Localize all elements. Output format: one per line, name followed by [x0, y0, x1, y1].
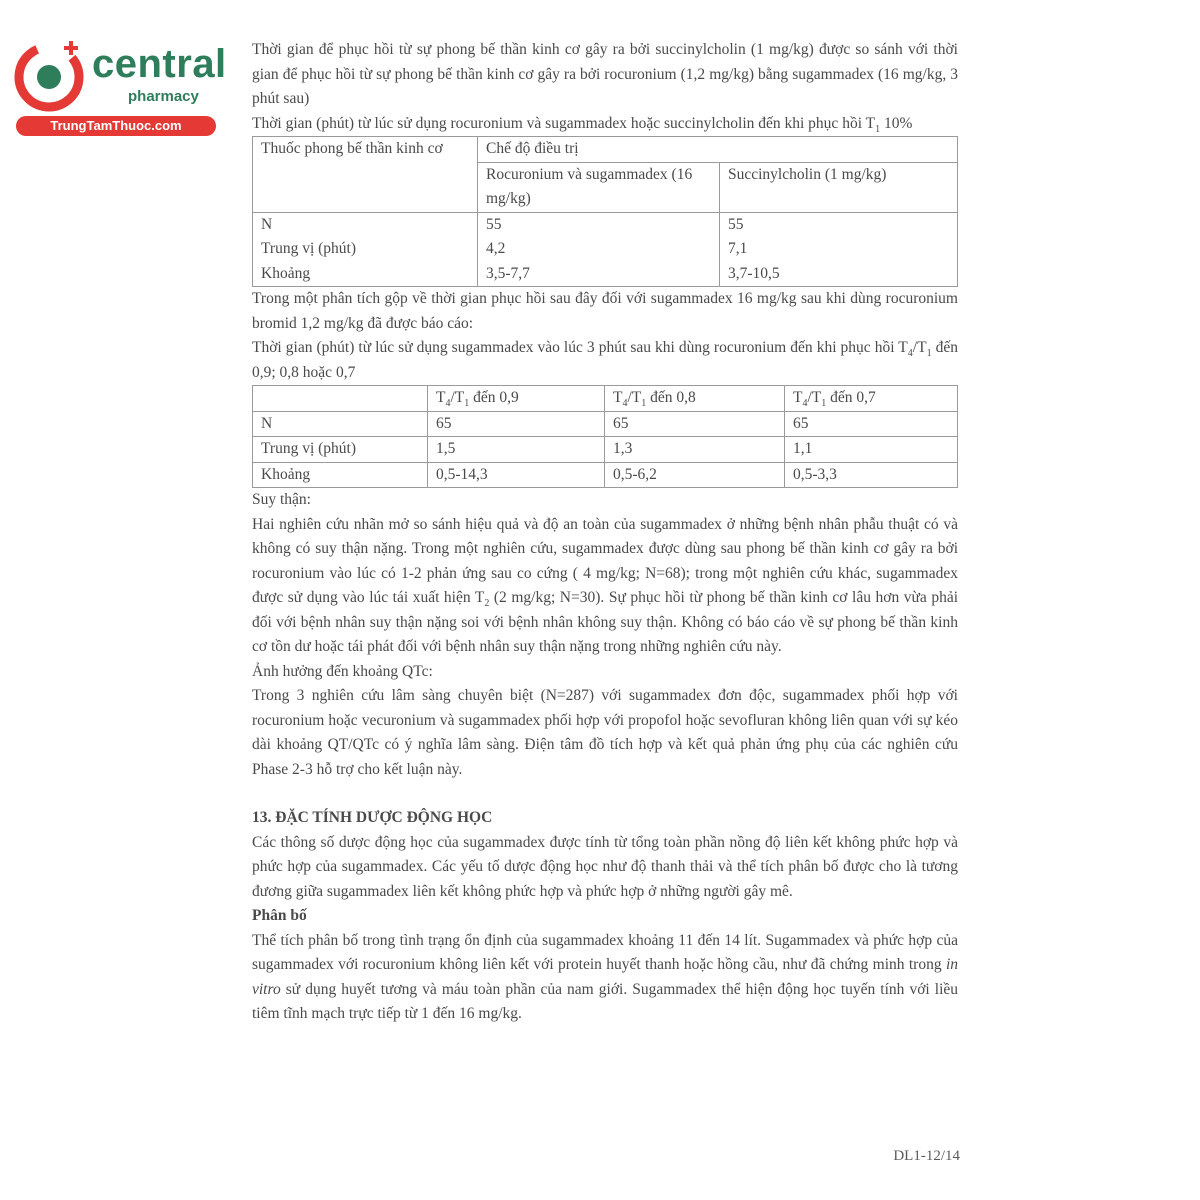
recovery-table-1 — [252, 136, 958, 287]
pk-section-title: 13. ĐẶC TÍNH DƯỢC ĐỘNG HỌC — [252, 809, 493, 826]
table-cell: 0,5-14,3 — [428, 462, 605, 488]
logo-site-badge: TrungTamThuoc.com — [16, 116, 216, 136]
table-cell: 4,2 — [478, 237, 720, 262]
table-cell: 65 — [605, 411, 785, 437]
table-cell: N — [253, 411, 428, 437]
table-cell: 0,5-3,3 — [785, 462, 958, 488]
logo-name: central — [92, 42, 227, 86]
table-cell: 1,5 — [428, 437, 605, 463]
table1-caption: Thời gian (phút) từ lúc sử dụng rocuronium và sugammadex hoặc succinylcholin đến khi phục hồi $T_1$ 10% — [252, 114, 913, 135]
table-cell: 3,5-7,7 — [478, 262, 720, 287]
table-cell: 7,1 — [720, 237, 958, 262]
table1-header-col2: Succinylcholin (1 mg/kg) — [720, 162, 958, 212]
table2-header-col2: $T_4/T_1$ đến 0,8 — [605, 386, 785, 412]
table-cell: Trung vị (phút) — [253, 237, 478, 262]
renal-paragraph: Hai nghiên cứu nhãn mở so sánh hiệu quả và độ an toàn của sugammadex ở những bệnh nhân phẫu thuật có và không có suy thận nặng. Trong một nghiên cứu, sugammadex được dùng sau phong bế thần kinh cơ gây ra bởi rocuronium vào lúc có 1-2 phản ứng sau co cứng ( 4 mg/kg; N=68); trong một nghiên cứu khác, sugammadex được sử dụng vào lúc tái xuất hiện $T_2$ (2 mg/kg; N=30). Sự phục hồi từ phong bế thần kinh cơ lâu hơn vừa phải đối với bệnh nhân suy thận nặng soi với bệnh nhân không suy thận. Không có báo cáo về sự phong bế thần kinh cơ tồn dư hoặc tái phát đối với bệnh nhân suy thận nặng trong những nghiên cứu này. — [252, 515, 959, 655]
table2-header-col1: $T_4/T_1$ đến 0,9 — [428, 386, 605, 412]
pk-paragraph: Các thông số dược động học của sugammadex được tính từ tổng toàn phần nồng độ liên kết không phức hợp và phức hợp của sugammadex. Các yếu tố dược động học như độ thanh thải và thể tích phân bố được cho là tương đương giữa sugammadex liên kết không phức hợp và phức hợp ở những người gây mê. — [252, 833, 958, 900]
table-cell: Khoảng — [253, 462, 428, 488]
intro-paragraph: Thời gian để phục hồi từ sự phong bế thần kinh cơ gây ra bởi succinylcholin (1 mg/kg) được so sánh với thời gian để phục hồi từ sự phong bế thần kinh cơ gây ra bởi rocuronium (1,2 mg/kg) bằng sugammadex (16 mg/kg, 3 phút sau) — [252, 41, 958, 107]
distribution-title: Phân bố — [252, 907, 307, 924]
pharmacy-logo — [8, 36, 227, 136]
page-footer-code: DL1-12/14 — [893, 1148, 960, 1164]
logo-c-icon — [12, 40, 86, 114]
table2-caption: Thời gian (phút) từ lúc sử dụng sugammadex vào lúc 3 phút sau khi dùng rocuronium đến khi phục hồi $T_4/T_1$ đến 0,9; 0,8 hoặc 0,7 — [252, 339, 958, 381]
table-cell: Trung vị (phút) — [253, 437, 428, 463]
table1-header-regimen: Chế độ điều trị — [478, 137, 958, 163]
table1-header-drug: Thuốc phong bế thần kinh cơ — [253, 137, 478, 163]
distribution-paragraph: Thể tích phân bố trong tình trạng ổn định của sugammadex khoảng 11 đến 14 lít. Sugammadex và phức hợp của sugammadex với rocuronium không liên kết với protein huyết thanh hoặc hồng cầu, như đã chứng minh trong in vitro sử dụng huyết tương và máu toàn phần của nam giới. Sugammadex thể hiện động học tuyến tính với liều tiêm tĩnh mạch trực tiếp từ 1 đến 16 mg/kg. — [252, 931, 958, 1022]
document-page — [252, 38, 958, 1027]
table-cell: 65 — [428, 411, 605, 437]
renal-title: Suy thận: — [252, 491, 311, 508]
table-cell: 65 — [785, 411, 958, 437]
table-cell: N — [253, 212, 478, 237]
qtc-title: Ảnh hưởng đến khoảng QTc: — [252, 662, 433, 680]
table2-header-col3: $T_4/T_1$ đến 0,7 — [785, 386, 958, 412]
recovery-table-2 — [252, 385, 958, 488]
table-cell: 1,1 — [785, 437, 958, 463]
table-cell: 55 — [720, 212, 958, 237]
table-cell: 1,3 — [605, 437, 785, 463]
logo-subtitle: pharmacy — [128, 88, 199, 105]
table-cell: Khoảng — [253, 262, 478, 287]
table-cell: 0,5-6,2 — [605, 462, 785, 488]
table-cell: 55 — [478, 212, 720, 237]
table1-header-col1: Rocuronium và sugammadex (16 mg/kg) — [478, 162, 720, 212]
meta-analysis-paragraph: Trong một phân tích gộp về thời gian phục hồi sau đây đối với sugammadex 16 mg/kg sau khi dùng rocuronium bromid 1,2 mg/kg đã được báo cáo: — [252, 290, 958, 332]
qtc-paragraph: Trong 3 nghiên cứu lâm sàng chuyên biệt (N=287) với sugammadex đơn độc, sugammadex phối hợp với rocuronium hoặc vecuronium và sugammadex phối hợp với propofol hoặc sevofluran không liên quan với sự kéo dài khoảng QT/QTc có ý nghĩa lâm sàng. Điện tâm đồ tích hợp và kết quả phản ứng phụ của các nghiên cứu Phase 2-3 hỗ trợ cho kết luận này. — [252, 687, 958, 778]
table-cell: 3,7-10,5 — [720, 262, 958, 287]
